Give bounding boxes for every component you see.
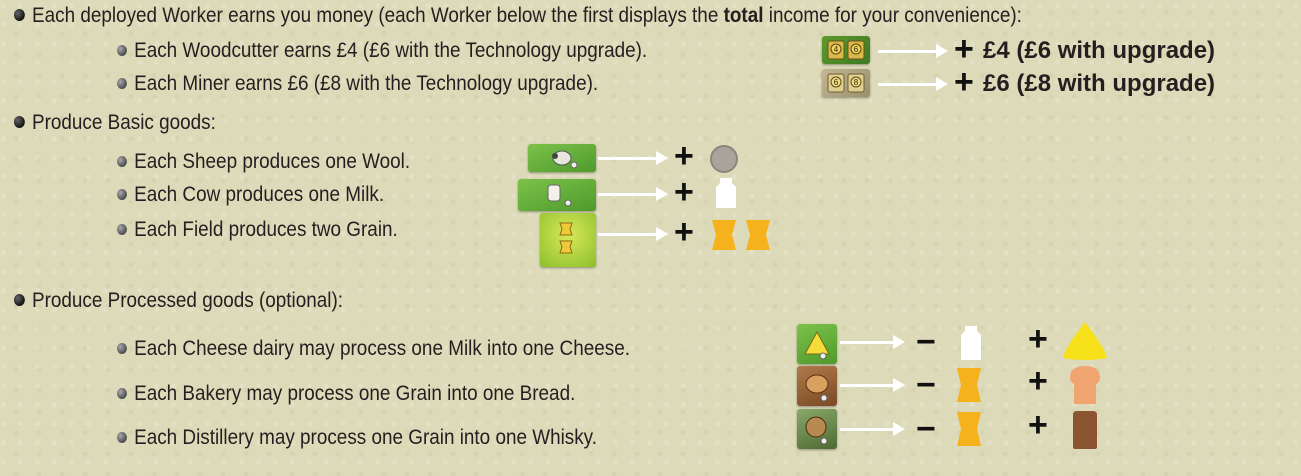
processed-heading xyxy=(14,289,343,313)
woodcutter-tile-icon xyxy=(822,36,870,64)
plus-icon: + xyxy=(674,173,694,211)
woodcutter-result: £4 (£6 with upgrade) xyxy=(983,37,1216,64)
milk-token-icon xyxy=(713,176,739,215)
grain-token-icon xyxy=(954,366,984,409)
arrow-right-icon xyxy=(598,193,658,196)
svg-text:6: 6 xyxy=(833,78,839,87)
workers-intro xyxy=(14,4,1022,28)
svg-text:6: 6 xyxy=(853,45,859,54)
grain-token-icon xyxy=(709,218,739,257)
grain-token-icon xyxy=(743,218,773,257)
plus-icon: + xyxy=(1028,362,1048,400)
woodcutter-text: Each Woodcutter earns £4 (£6 with the Technology upgrade). xyxy=(134,39,648,62)
miner-tile-icon xyxy=(822,69,870,97)
bullet-icon xyxy=(117,343,127,354)
plus-icon: + xyxy=(674,213,694,251)
cheese-token-icon xyxy=(1061,320,1109,367)
woodcutter-line xyxy=(117,39,647,63)
arrow-right-icon xyxy=(878,83,938,86)
miner-result: £6 (£8 with upgrade) xyxy=(983,70,1216,97)
sheep-line xyxy=(117,150,410,174)
miner-text: Each Miner earns £6 (£8 with the Technology upgrade). xyxy=(134,72,599,95)
bullet-icon xyxy=(14,294,25,306)
arrow-right-icon xyxy=(840,384,895,387)
milk-token-icon xyxy=(958,324,984,367)
arrow-right-icon xyxy=(840,428,895,431)
minus-icon: − xyxy=(916,323,936,361)
arrow-right-icon xyxy=(840,341,895,344)
field-tile-icon xyxy=(540,213,596,267)
plus-icon: + xyxy=(954,30,974,68)
distillery-line xyxy=(117,426,597,450)
bullet-icon xyxy=(14,9,25,21)
basic-heading xyxy=(14,111,216,135)
wool-token-icon xyxy=(709,144,739,179)
svg-text:4: 4 xyxy=(833,45,839,54)
bullet-icon xyxy=(117,156,127,167)
bullet-icon xyxy=(14,116,25,128)
bread-token-icon xyxy=(1066,364,1104,411)
cheese-line xyxy=(117,337,630,361)
arrow-right-icon xyxy=(598,233,658,236)
distillery-tile-icon xyxy=(797,409,837,449)
plus-icon: + xyxy=(1028,320,1048,358)
minus-icon: − xyxy=(916,366,936,404)
grain-token-icon xyxy=(954,410,984,453)
cow-text: Each Cow produces one Milk. xyxy=(134,183,385,206)
cheese-dairy-tile-icon xyxy=(797,324,837,364)
plus-icon: + xyxy=(674,137,694,175)
field-text: Each Field produces two Grain. xyxy=(134,218,398,241)
bullet-icon xyxy=(117,388,127,399)
bakery-tile-icon xyxy=(797,366,837,406)
plus-icon: + xyxy=(954,63,974,101)
bullet-icon xyxy=(117,45,127,56)
workers-intro-suffix: income for your convenience): xyxy=(763,4,1022,27)
cheese-text: Each Cheese dairy may process one Milk into one Cheese. xyxy=(134,337,630,360)
whisky-token-icon xyxy=(1067,409,1103,456)
arrow-right-icon xyxy=(878,50,938,53)
cow-line xyxy=(117,183,384,207)
processed-heading-text: Produce Processed goods (optional): xyxy=(32,289,343,312)
sheep-tile-icon xyxy=(528,144,596,172)
workers-intro-bold: total xyxy=(723,4,764,27)
sheep-text: Each Sheep produces one Wool. xyxy=(134,150,411,173)
bullet-icon xyxy=(117,432,127,443)
plus-icon: + xyxy=(1028,406,1048,444)
basic-heading-text: Produce Basic goods: xyxy=(32,111,216,134)
bakery-text: Each Bakery may process one Grain into one Bread. xyxy=(134,382,576,405)
svg-text:8: 8 xyxy=(853,78,859,87)
bakery-line xyxy=(117,382,575,406)
miner-line xyxy=(117,72,598,96)
bullet-icon xyxy=(117,189,127,200)
cow-tile-icon xyxy=(518,179,596,211)
minus-icon: − xyxy=(916,410,936,448)
arrow-right-icon xyxy=(598,157,658,160)
bullet-icon xyxy=(117,224,127,235)
workers-intro-text: Each deployed Worker earns you money (each Worker below the first displays the xyxy=(32,4,724,27)
bullet-icon xyxy=(117,78,127,89)
distillery-text: Each Distillery may process one Grain into one Whisky. xyxy=(134,426,597,449)
field-line xyxy=(117,218,398,242)
